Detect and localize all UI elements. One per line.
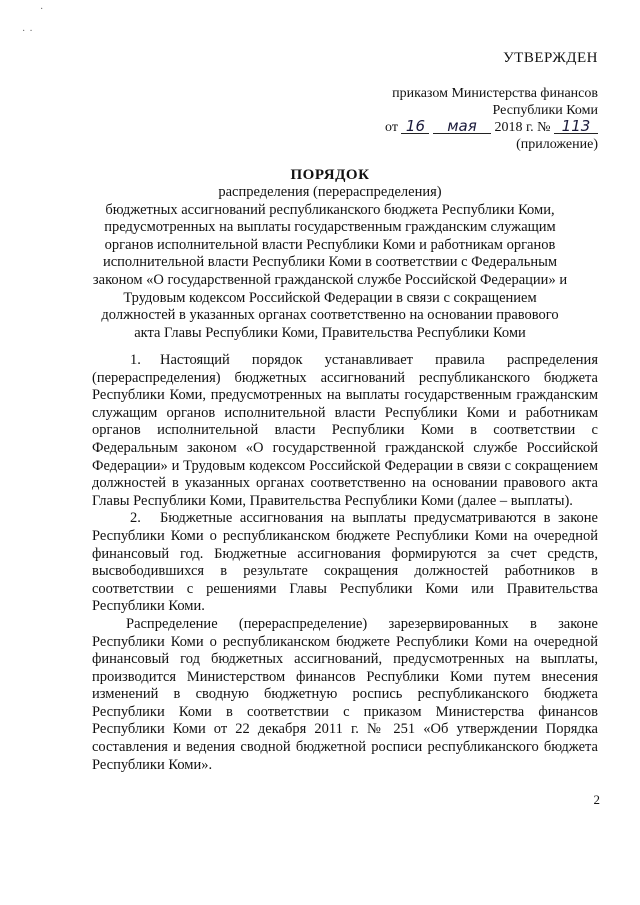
subtitle-line: акта Главы Республики Коми, Правительства Республики Коми — [134, 324, 526, 341]
date-prefix: от — [385, 120, 398, 135]
paragraph-2 — [92, 510, 598, 616]
document-body — [92, 352, 598, 774]
order-issuer-line1: приказом Министерства финансов — [392, 86, 598, 101]
paragraph-1 — [92, 352, 598, 510]
subtitle-line: исполнительной власти Республики Коми в соответствии с Федеральным — [102, 254, 558, 271]
subtitle-line: должностей в указанных органах соответственно на основании правового — [101, 307, 559, 324]
scan-artifact: ·· — [22, 26, 37, 37]
handwritten-month: мая — [433, 119, 491, 134]
appendix-label: (приложение) — [516, 137, 598, 152]
paragraph-text: Бюджетные ассигнования на выплаты предусматриваются в законе Республики Коми о республиканском бюджете Республики Коми на очередной финансовый год. Бюджетные ассигнования формируются за счет средств, высвободившихся в результате сокращения должностей работников в соответствии с решениями Главы Республики Коми или Правительства Республики Коми. — [92, 510, 598, 615]
document-subtitle — [90, 184, 570, 342]
paragraph-text: Распределение (перераспределение) зарезервированных в законе Республики Коми о республиканском бюджете Республики Коми на очередной финансовый год бюджетных ассигнований, предусмотренных на выплаты, производится Министерством финансов Республики Коми путем внесения изменений в сводную бюджетную роспись республиканского бюджета Республики Коми в соответствии с приказом Министерства финансов Республики Коми от 22 декабря 2011 г. № 251 «Об утверждении Порядка составления и ведения сводной бюджетной росписи республиканского бюджета Республики Коми». — [92, 615, 598, 773]
subtitle-line: предусмотренных на выплаты государственным гражданским служащим — [104, 219, 556, 236]
page-number: 2 — [593, 792, 600, 807]
paragraph-text: Настоящий порядок устанавливает правила распределения (перераспределения) бюджетных ассигнований республиканского бюджета Республики Коми, предусмотренных на выплаты государственным гражданским служащим органов исполнительной власти Республики Коми и работникам органов исполнительной власти Республики Коми в соответствии с Федеральным законом «О государственной гражданской службе Российской Федерации» и Трудовым кодексом Российской Федерации в связи с сокращением должностей в указанных органах соответственно на основании правового акта Главы Республики Коми, Правительства Республики Коми (далее – выплаты). — [92, 352, 598, 509]
paragraph-3 — [92, 616, 598, 774]
paragraph-number: 2. — [130, 510, 141, 527]
date-year: 2018 г. № — [494, 120, 551, 135]
subtitle-line: органов исполнительной власти Республики Коми и работникам органов — [104, 236, 556, 253]
scan-artifact: · — [40, 4, 44, 15]
subtitle-line: Трудовым кодексом Российской Федерации в связи с сокращением — [123, 289, 537, 306]
order-date-line — [338, 119, 598, 136]
subtitle-line: законом «О государственной гражданской службе Российской Федерации» и — [92, 271, 568, 288]
approval-stamp-label: УТВЕРЖДЕН — [503, 50, 598, 66]
paragraph-number: 1. — [130, 352, 141, 368]
order-issuer-line2: Республики Коми — [492, 103, 598, 118]
handwritten-order-number: 113 — [554, 119, 598, 134]
approval-order-block — [338, 85, 598, 153]
handwritten-day: 16 — [401, 119, 429, 134]
document-title: ПОРЯДОК — [290, 167, 370, 183]
subtitle-line: распределения (перераспределения) — [218, 184, 442, 200]
subtitle-line: бюджетных ассигнований республиканского бюджета Республики Коми, — [105, 201, 555, 218]
